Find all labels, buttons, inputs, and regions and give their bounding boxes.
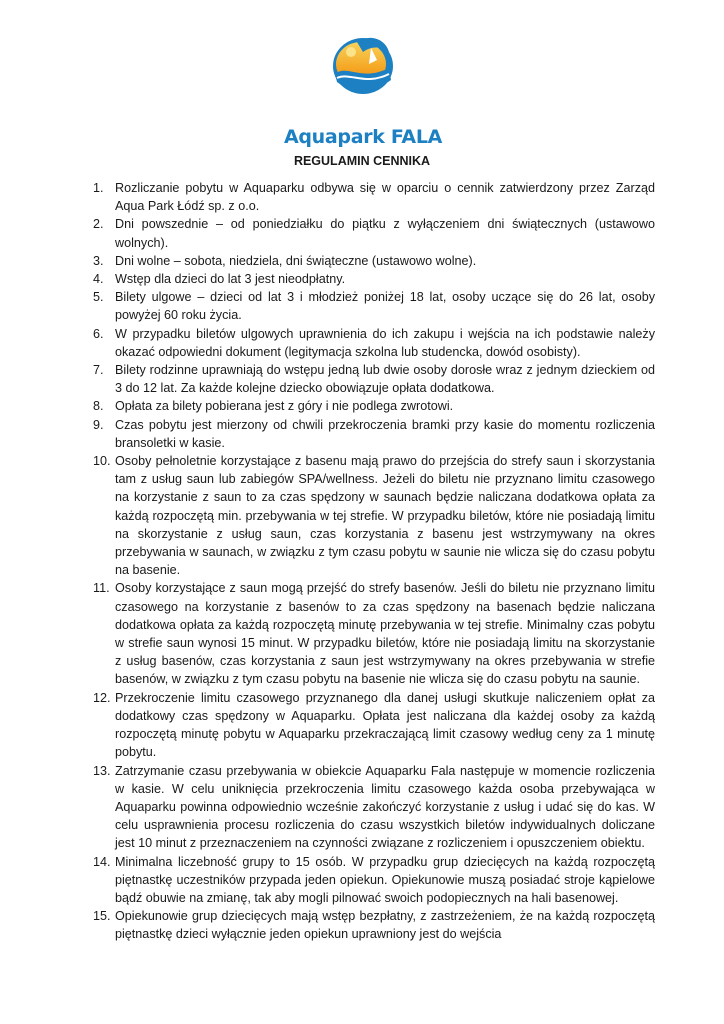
item-text: Przekroczenie limitu czasowego przyznanego dla danej usługi skutkuje naliczeniem opłat za dodatkowy czas spędzony w Aquaparku. Opłata jest naliczana dla każdej osoby za każdą rozpoczętą minutę pobytu w Aquaparku przekraczającą limit czasowy według ceny za 1 minutę pobytu. (115, 690, 655, 760)
item-text: Opiekunowie grup dziecięcych mają wstęp bezpłatny, z zastrzeżeniem, że na każdą rozpoczętą piętnastkę dzieci wyłącznie jeden opiekun uprawniony jest do wejścia (115, 909, 655, 942)
item-number: 3. (93, 253, 104, 268)
item-text: Dni powszednie – od poniedziałku do piątku z wyłączeniem dni świątecznych (ustawowo wolnych). (115, 217, 655, 250)
list-item (93, 762, 655, 853)
item-number: 12. (93, 690, 111, 705)
list-item (93, 397, 655, 415)
item-text: Bilety rodzinne uprawniają do wstępu jedną lub dwie osoby dorosłe wraz z jednym dzieckiem od 3 do 12 lat. Za każde kolejne dziecko obowiązuje opłata dodatkowa. (115, 363, 655, 396)
item-text: Dni wolne – sobota, niedziela, dni świąteczne (ustawowo wolne). (115, 253, 477, 268)
item-number: 5. (93, 290, 104, 305)
item-number: 8. (93, 399, 104, 414)
page-title: REGULAMIN CENNIKA (293, 154, 431, 168)
aquapark-logo-icon (329, 30, 397, 98)
item-number: 2. (93, 217, 104, 232)
list-item (93, 907, 655, 943)
list-item (93, 325, 655, 361)
list-item (93, 853, 655, 908)
item-text: Wstęp dla dzieci do lat 3 jest nieodpłatny. (115, 272, 346, 287)
regulations-list (93, 179, 655, 944)
item-number: 9. (93, 417, 104, 432)
list-item (93, 252, 655, 270)
item-number: 15. (93, 909, 111, 924)
item-text: Osoby pełnoletnie korzystające z basenu mają prawo do przejścia do strefy saun i skorzystania tam z usług saun lub zabiegów SPA/wellness. Jeżeli do biletu nie przyznano limitu czasowego na korzystanie z saun to za czas spędzony w saunach będzie naliczana dodatkowa opłata za każdą rozpoczętą min. przebywania w tej strefie. W przypadku biletów, które nie posiadają limitu na skorzystanie z usług saun, czas korzystania z basenu jest wstrzymywany na okres przebywania w saunach, w związku z tym czasu pobytu w saunie nie wlicza się do czasu pobytu na basenie. (115, 454, 655, 578)
item-number: 7. (93, 363, 104, 378)
list-item (93, 215, 655, 251)
brand-name: Aquapark FALA (283, 126, 443, 148)
list-item (93, 689, 655, 762)
item-text: Zatrzymanie czasu przebywania w obiekcie Aquaparku Fala następuje w momencie rozliczenia w kasie. W celu uniknięcia przekroczenia limitu czasowego każda osoba przebywająca w Aquaparku powinna odpowiednio wcześnie zakończyć korzystanie z usług i udać się do kas. W celu usprawnienia procesu rozliczenia do czasu wszystkich biletów indywidualnych doliczane jest 10 minut z przeznaczeniem na czynności związane z rozliczeniem i opuszczeniem obiektu. (115, 763, 655, 851)
item-number: 14. (93, 854, 111, 869)
item-number: 11. (93, 581, 110, 596)
list-item (93, 452, 655, 579)
list-item (93, 179, 655, 215)
list-item (93, 288, 655, 324)
list-item (93, 361, 655, 397)
item-text: Osoby korzystające z saun mogą przejść do strefy basenów. Jeśli do biletu nie przyznano limitu czasowego na korzystanie z basenów to za czas spędzony na basenach będzie naliczana dodatkowa opłata za każdą rozpoczętą minutę przebywania w tej strefie. Minimalny czas pobytu w strefie saun wynosi 15 minut. W przypadku biletów, które nie posiadają limitu na skorzystanie z usług basenów, czas korzystania z saun jest wstrzymywany na okres przebywania w strefie basenów, w związku z tym czasu pobytu na basenie nie wlicza się do czasu pobytu na saunie. (115, 581, 655, 687)
list-item (93, 579, 655, 688)
item-text: Bilety ulgowe – dzieci od lat 3 i młodzież poniżej 18 lat, osoby uczące się do 26 lat, osoby powyżej 60 roku życia. (115, 290, 655, 323)
item-text: Opłata za bilety pobierana jest z góry i nie podlega zwrotowi. (115, 399, 454, 414)
item-number: 6. (93, 326, 104, 341)
item-text: W przypadku biletów ulgowych uprawnienia do ich zakupu i wejścia na ich podstawie należy okazać odpowiedni dokument (legitymacja szkolna lub studencka, dowód osobisty). (115, 326, 655, 359)
item-number: 10. (93, 454, 111, 469)
item-number: 1. (93, 181, 104, 195)
list-item (93, 270, 655, 288)
item-text: Czas pobytu jest mierzony od chwili przekroczenia bramki przy kasie do momentu rozliczenia bransoletki w kasie. (115, 417, 655, 450)
aquapark-logo (263, 30, 463, 148)
list-item (93, 416, 655, 452)
item-text: Rozliczanie pobytu w Aquaparku odbywa się w oparciu o cennik zatwierdzony przez Zarząd Aqua Park Łódź sp. z o.o. (115, 181, 655, 214)
item-number: 4. (93, 272, 104, 287)
item-number: 13. (93, 763, 111, 778)
item-text: Minimalna liczebność grupy to 15 osób. W przypadku grup dziecięcych na każdą rozpoczętą piętnastkę uczestników przypada jeden opiekun. Opiekunowie muszą posiadać stroje kąpielowe bądź obuwie na zmianę, tak aby mogli pilnować swoich podopiecznych na hali basenowej. (115, 854, 655, 905)
